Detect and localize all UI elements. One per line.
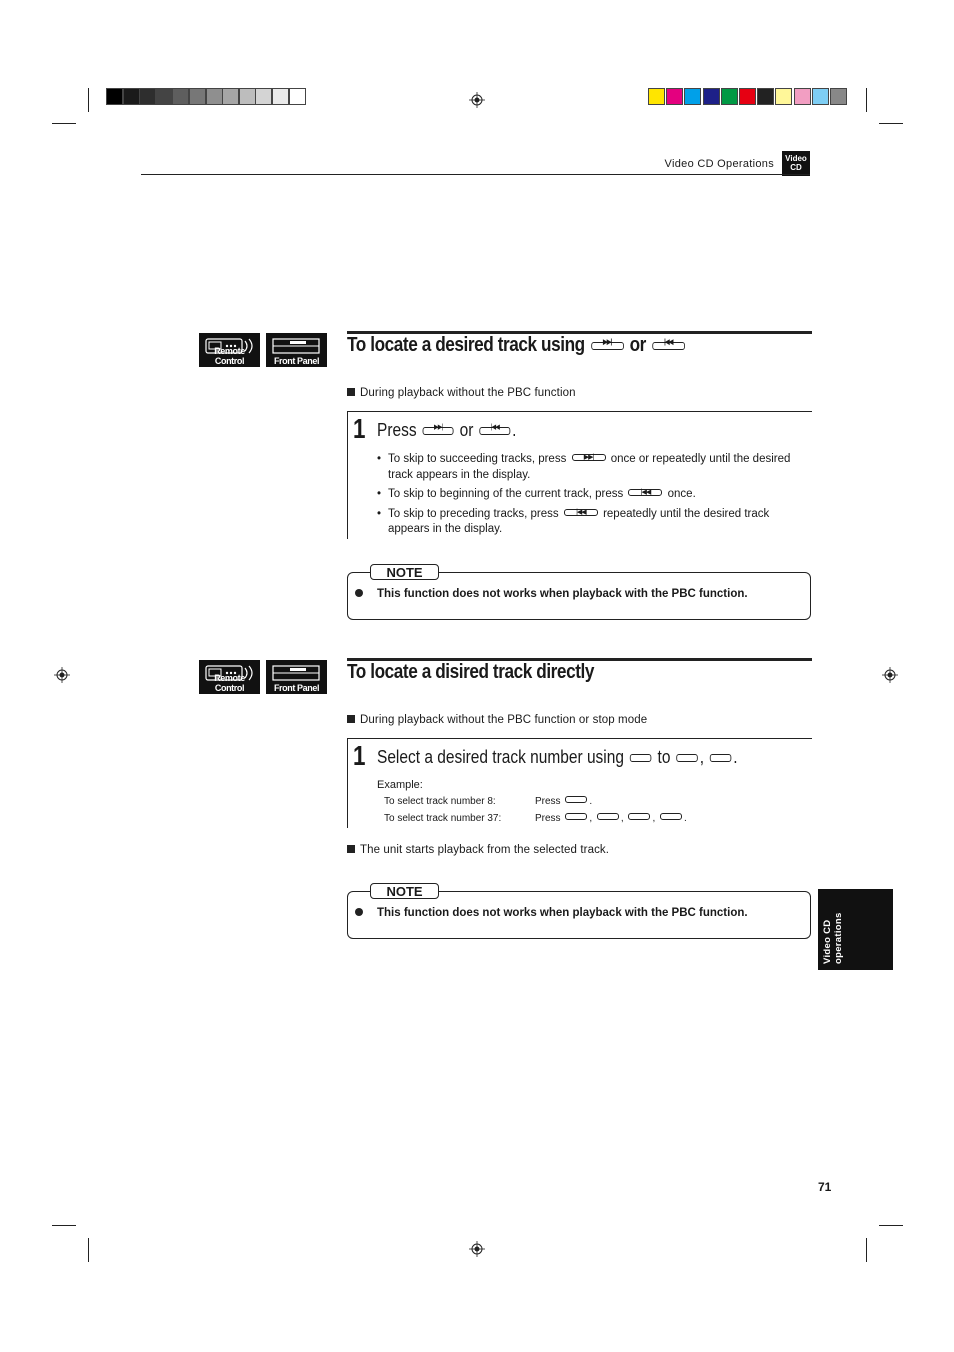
press-label: Press — [535, 796, 561, 807]
side-tab-text — [822, 894, 844, 964]
example-row-label: To select track number 8: — [384, 796, 496, 807]
list-item — [377, 507, 807, 538]
section-title-text: To locate a desired track using — [347, 334, 585, 356]
step-period: . — [512, 420, 517, 440]
step-press-label: Press — [377, 420, 417, 440]
next-track-button-icon: ▶▶| — [591, 342, 624, 350]
bullet-text: once. — [667, 488, 696, 500]
number-button-icon — [565, 796, 587, 803]
section-title-or: or — [629, 334, 646, 356]
bullet-text: repeatedly until the desired track appears in the display. — [388, 507, 770, 535]
note-message: This function does not works when playback with the PBC function. — [377, 588, 748, 600]
front-panel-icon — [266, 660, 327, 694]
color-swatch — [812, 88, 829, 105]
step-to-label: to — [657, 747, 671, 767]
condition-label: During playback without the PBC function or stop mode — [360, 714, 648, 726]
gray-swatch — [139, 88, 156, 105]
note-label: NOTE — [370, 883, 439, 899]
number-button-icon — [660, 813, 682, 820]
example-separator: , — [620, 813, 624, 824]
crop-mark — [88, 88, 89, 112]
press-label: Press — [535, 813, 561, 824]
step-side-rule — [347, 738, 348, 828]
number-button-icon — [597, 813, 619, 820]
example-separator: , — [589, 813, 593, 824]
step-instruction — [377, 747, 738, 768]
example-row-label: To select track number 37: — [384, 813, 502, 824]
registration-mark-icon — [469, 92, 485, 108]
list-item — [377, 452, 807, 483]
remote-control-label: Remote Control — [214, 346, 245, 366]
crop-mark — [52, 1225, 76, 1226]
crop-mark — [52, 123, 76, 124]
gray-swatch — [239, 88, 256, 105]
color-swatch — [794, 88, 811, 105]
step-comma: , — [699, 747, 705, 767]
prev-track-button-icon: |◀◀ — [479, 427, 510, 435]
example-period: . — [684, 813, 687, 824]
crop-mark — [866, 1238, 867, 1262]
step-text: Select a desired track number using — [377, 747, 624, 767]
crop-mark — [879, 1225, 903, 1226]
remote-control-icon — [199, 660, 260, 694]
bullet-text: To skip to preceding tracks, press — [388, 507, 559, 520]
result-text — [347, 844, 609, 856]
gray-swatch — [172, 88, 189, 105]
remote-control-label: Remote Control — [214, 673, 245, 693]
result-label: The unit starts playback from the selected track. — [360, 844, 610, 856]
crop-mark — [88, 1238, 89, 1262]
page-number: 71 — [818, 1180, 832, 1194]
number-button-icon — [710, 754, 732, 762]
step-bullet-list — [377, 452, 807, 542]
next-track-button-icon: ▶▶| — [423, 427, 454, 435]
gray-swatch — [156, 88, 173, 105]
color-swatch — [721, 88, 738, 105]
step-instruction — [377, 420, 516, 441]
section-title-2: To locate a disired track directly — [347, 661, 594, 683]
step-number: 1 — [353, 740, 366, 771]
front-panel-icon — [266, 333, 327, 367]
prev-icon: |◀◀ — [564, 509, 598, 516]
note-label: NOTE — [370, 564, 439, 580]
step-rule — [347, 411, 812, 412]
list-item — [377, 487, 807, 503]
side-tab-line-2: operations — [833, 912, 844, 964]
step-number: 1 — [353, 413, 366, 444]
crop-mark — [879, 123, 903, 124]
number-button-icon — [628, 813, 650, 820]
condition-label: During playback without the PBC function — [360, 387, 576, 399]
front-panel-label: Front Panel — [273, 683, 320, 693]
condition-text — [347, 387, 576, 399]
gray-swatch — [222, 88, 239, 105]
gray-swatch — [289, 88, 306, 105]
round-bullet-icon — [355, 589, 363, 597]
gray-swatch — [206, 88, 223, 105]
square-bullet-icon — [347, 715, 355, 723]
registration-mark-icon — [469, 1241, 485, 1257]
gray-swatch — [255, 88, 272, 105]
header-rule — [141, 174, 810, 175]
example-separator: , — [652, 813, 656, 824]
color-swatch — [775, 88, 792, 105]
step-rule — [347, 738, 812, 739]
round-bullet-icon — [355, 908, 363, 916]
crop-mark — [866, 88, 867, 112]
color-swatch — [757, 88, 774, 105]
gray-swatch — [272, 88, 289, 105]
prev-track-button-icon: |◀◀ — [652, 342, 685, 350]
bullet-text: once or repeatedly until the desired track appears in the display. — [388, 453, 791, 481]
square-bullet-icon — [347, 845, 355, 853]
gray-swatch — [123, 88, 140, 105]
note-message: This function does not works when playback with the PBC function. — [377, 907, 748, 919]
number-button-icon — [676, 754, 698, 762]
note-text — [355, 588, 748, 600]
side-tab-line-1: Video CD — [822, 919, 833, 964]
badge-line-2: CD — [790, 163, 802, 172]
color-swatch — [703, 88, 720, 105]
number-button-icon — [630, 754, 652, 762]
running-header: Video CD Operations — [664, 158, 774, 170]
chapter-badge — [782, 151, 810, 176]
chapter-side-tab — [818, 889, 893, 970]
example-row-press — [535, 796, 592, 807]
color-swatch — [739, 88, 756, 105]
bullet-text: To skip to beginning of the current track, press — [388, 488, 624, 500]
example-period: . — [589, 796, 593, 807]
step-side-rule — [347, 411, 348, 539]
section-title-1 — [347, 334, 686, 357]
badge-line-1: Video — [785, 154, 807, 163]
prev-icon: |◀◀ — [628, 489, 662, 496]
example-label: Example: — [377, 779, 423, 791]
color-swatch — [666, 88, 683, 105]
condition-text — [347, 714, 647, 726]
color-swatch — [648, 88, 665, 105]
color-swatch — [830, 88, 847, 105]
color-swatch — [684, 88, 701, 105]
number-button-icon — [565, 813, 587, 820]
example-row-press — [535, 813, 687, 824]
step-period: . — [733, 747, 738, 767]
front-panel-label: Front Panel — [273, 356, 320, 366]
square-bullet-icon — [347, 388, 355, 396]
registration-mark-icon — [54, 667, 70, 683]
bullet-text: To skip to succeeding tracks, press — [388, 453, 567, 465]
remote-control-icon — [199, 333, 260, 367]
next-icon: ▶▶| — [572, 454, 606, 461]
step-or-label: or — [459, 420, 474, 440]
gray-swatch — [106, 88, 123, 105]
note-text — [355, 907, 748, 919]
gray-swatch — [189, 88, 206, 105]
registration-mark-icon — [882, 667, 898, 683]
